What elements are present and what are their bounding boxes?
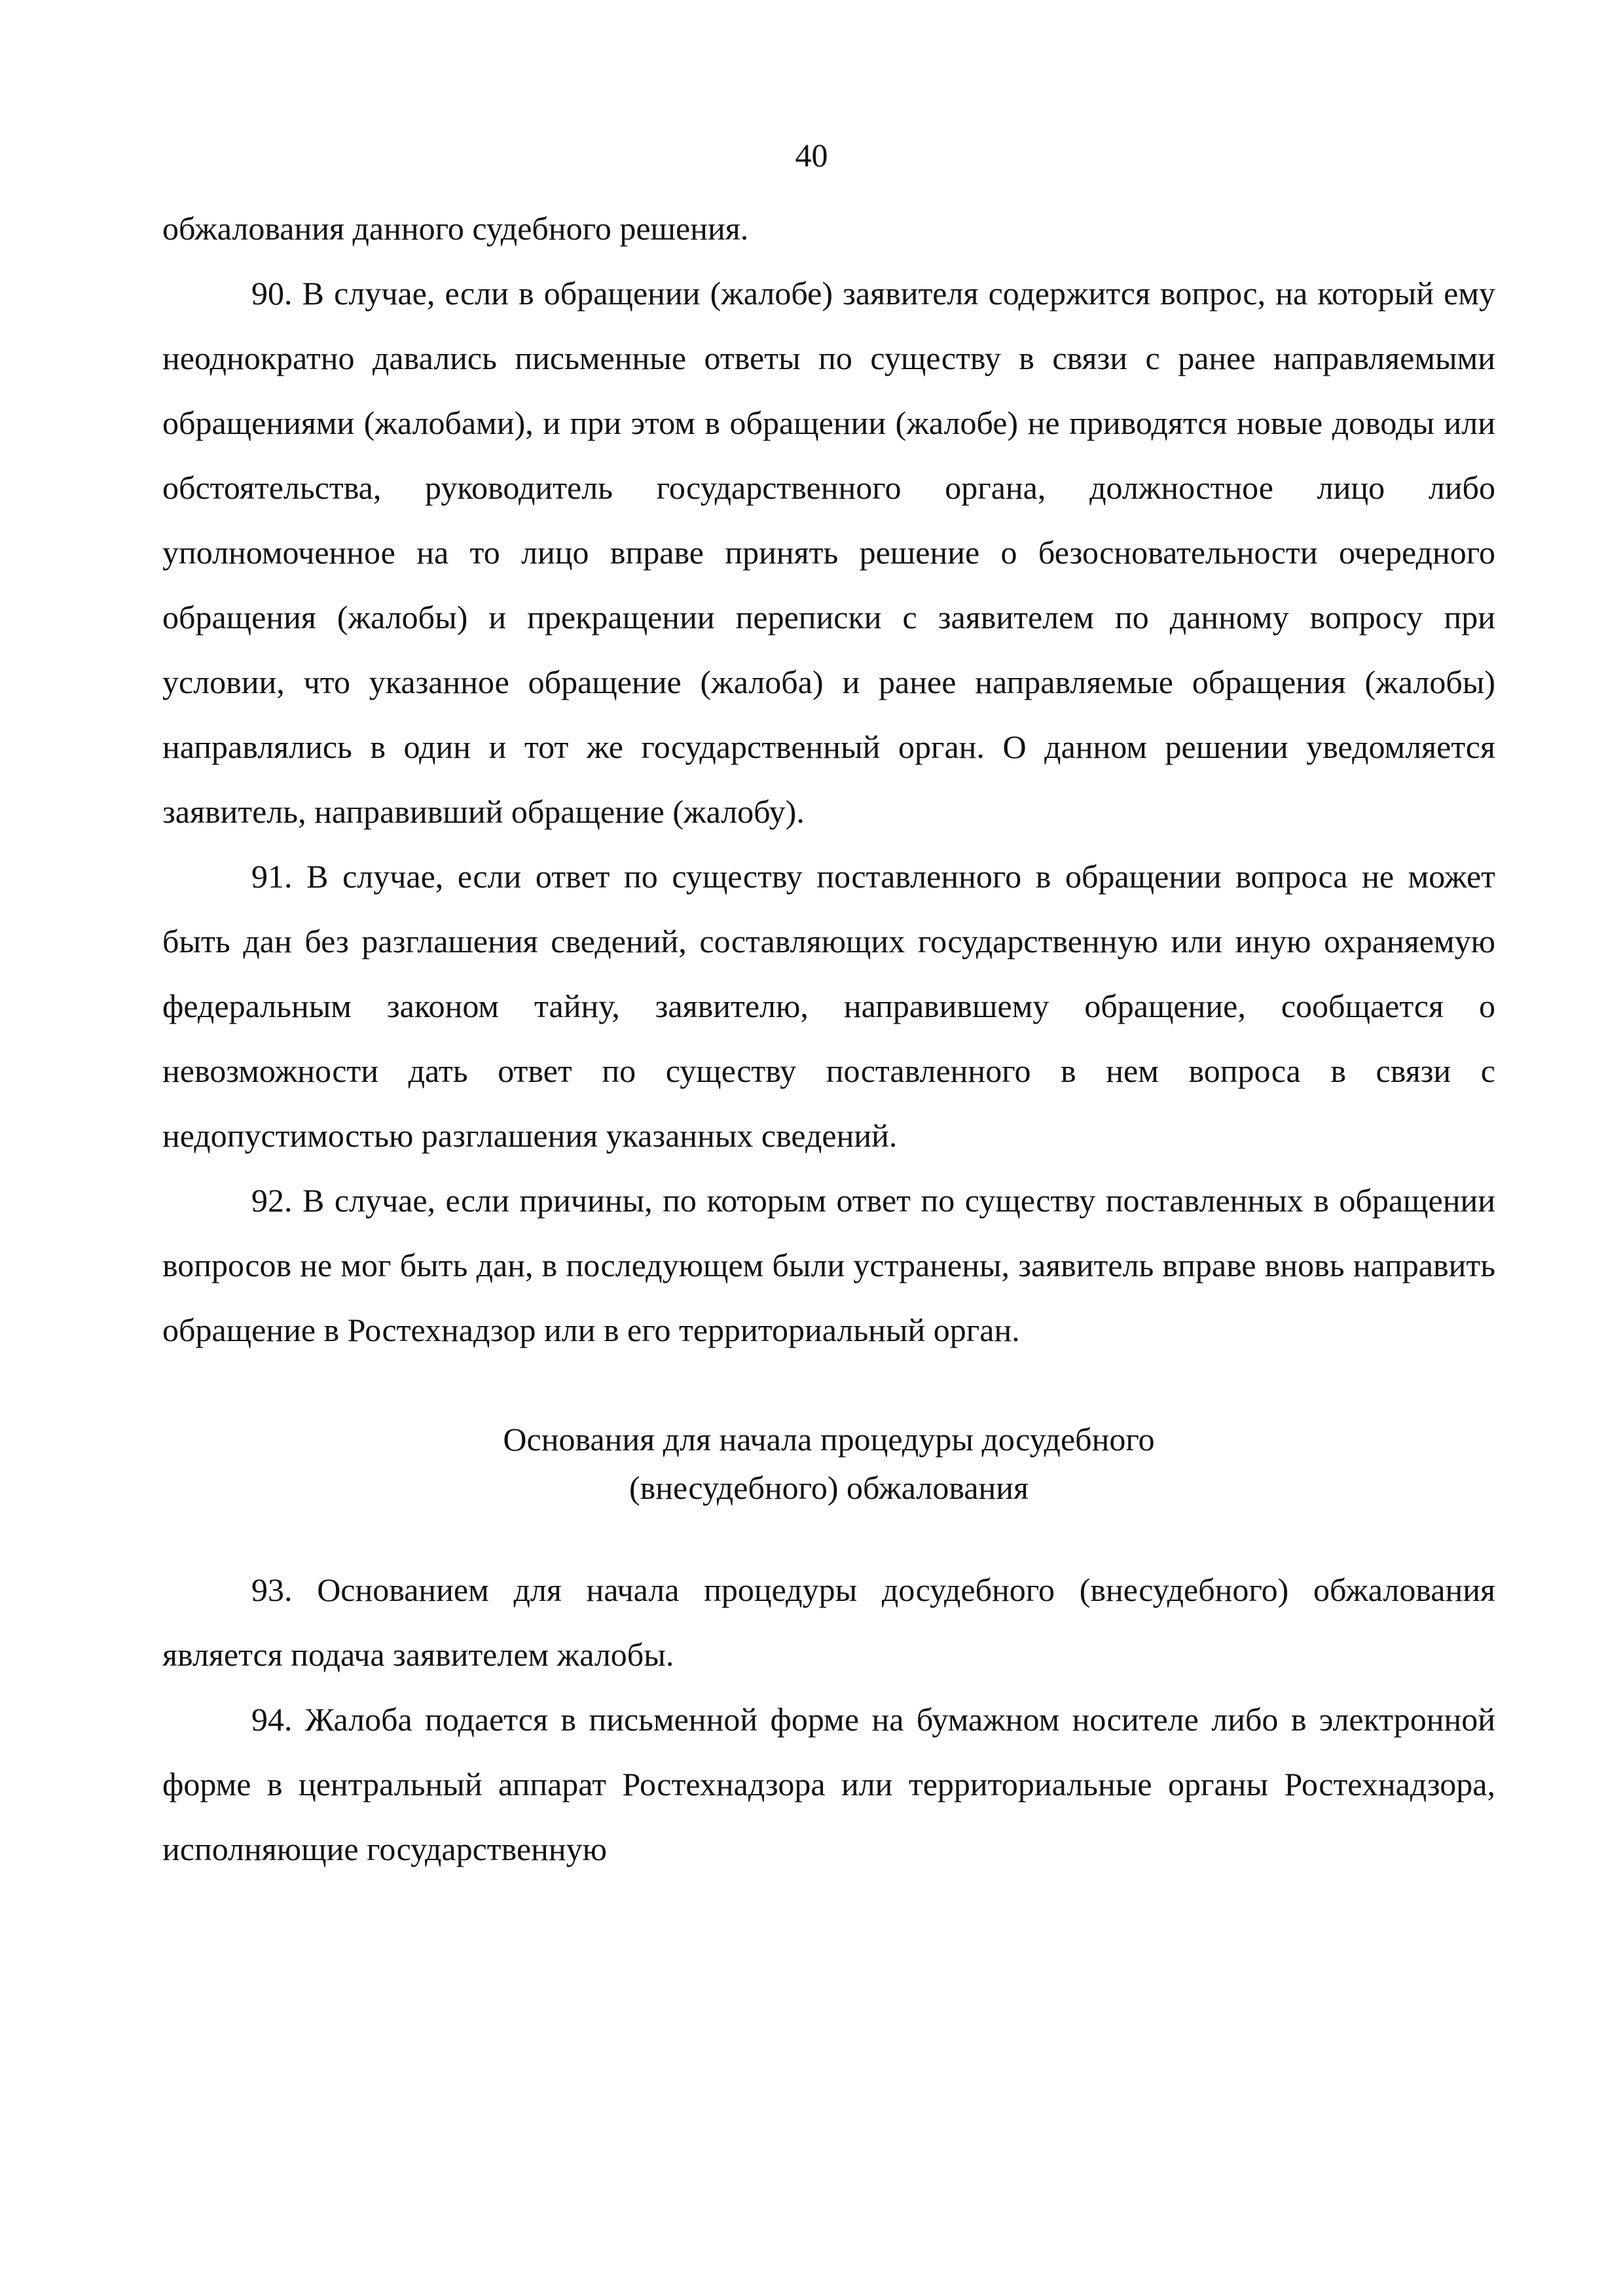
paragraph-93: 93. Основанием для начала процедуры досудебного (внесудебного) обжалования является подача заявителем жалобы. <box>162 1571 1495 1673</box>
section-heading-line-2: (внесудебного) обжалования <box>629 1469 1029 1506</box>
paragraph-91: 91. В случае, если ответ по существу поставленного в обращении вопроса не может быть дан без разглашения сведений, составляющих государственную или иную охраняемую федеральным законом тайну, заявителю, направившему обращение, сообщается о невозможности дать ответ по существу поставленного в нем вопроса в связи с недопустимостью разглашения указанных сведений. <box>162 858 1495 1154</box>
continuation-text: обжалования данного судебного решения. <box>162 210 749 247</box>
section-heading-line-1: Основания для начала процедуры досудебного <box>503 1421 1155 1458</box>
paragraph-90: 90. В случае, если в обращении (жалобе) заявителя содержится вопрос, на который ему неоднократно давались письменные ответы по существу в связи с ранее направляемыми обращениями (жалобами), и при этом в обращении (жалобе) не приводятся новые доводы или обстоятельства, руководитель государственного органа, должностное лицо либо уполномоченное на то лицо вправе принять решение о безосновательности очередного обращения (жалобы) и прекращении переписки с заявителем по данному вопросу при условии, что указанное обращение (жалоба) и ранее направляемые обращения (жалобы) направлялись в один и тот же государственный орган. О данном решении уведомляется заявитель, направивший обращение (жалобу). <box>162 275 1495 830</box>
page-number: 40 <box>795 137 828 173</box>
paragraph-94: 94. Жалоба подается в письменной форме на бумажном носителе либо в электронной форме в центральный аппарат Ростехнадзора или территориальные органы Ростехнадзора, исполняющие государственную <box>162 1701 1495 1867</box>
document-body <box>162 196 1495 1882</box>
paragraph-92: 92. В случае, если причины, по которым ответ по существу поставленных в обращении вопросов не мог быть дан, в последующем были устранены, заявитель вправе вновь направить обращение в Ростехнадзор или в его территориальный орган. <box>162 1182 1495 1348</box>
section-heading <box>162 1415 1495 1512</box>
